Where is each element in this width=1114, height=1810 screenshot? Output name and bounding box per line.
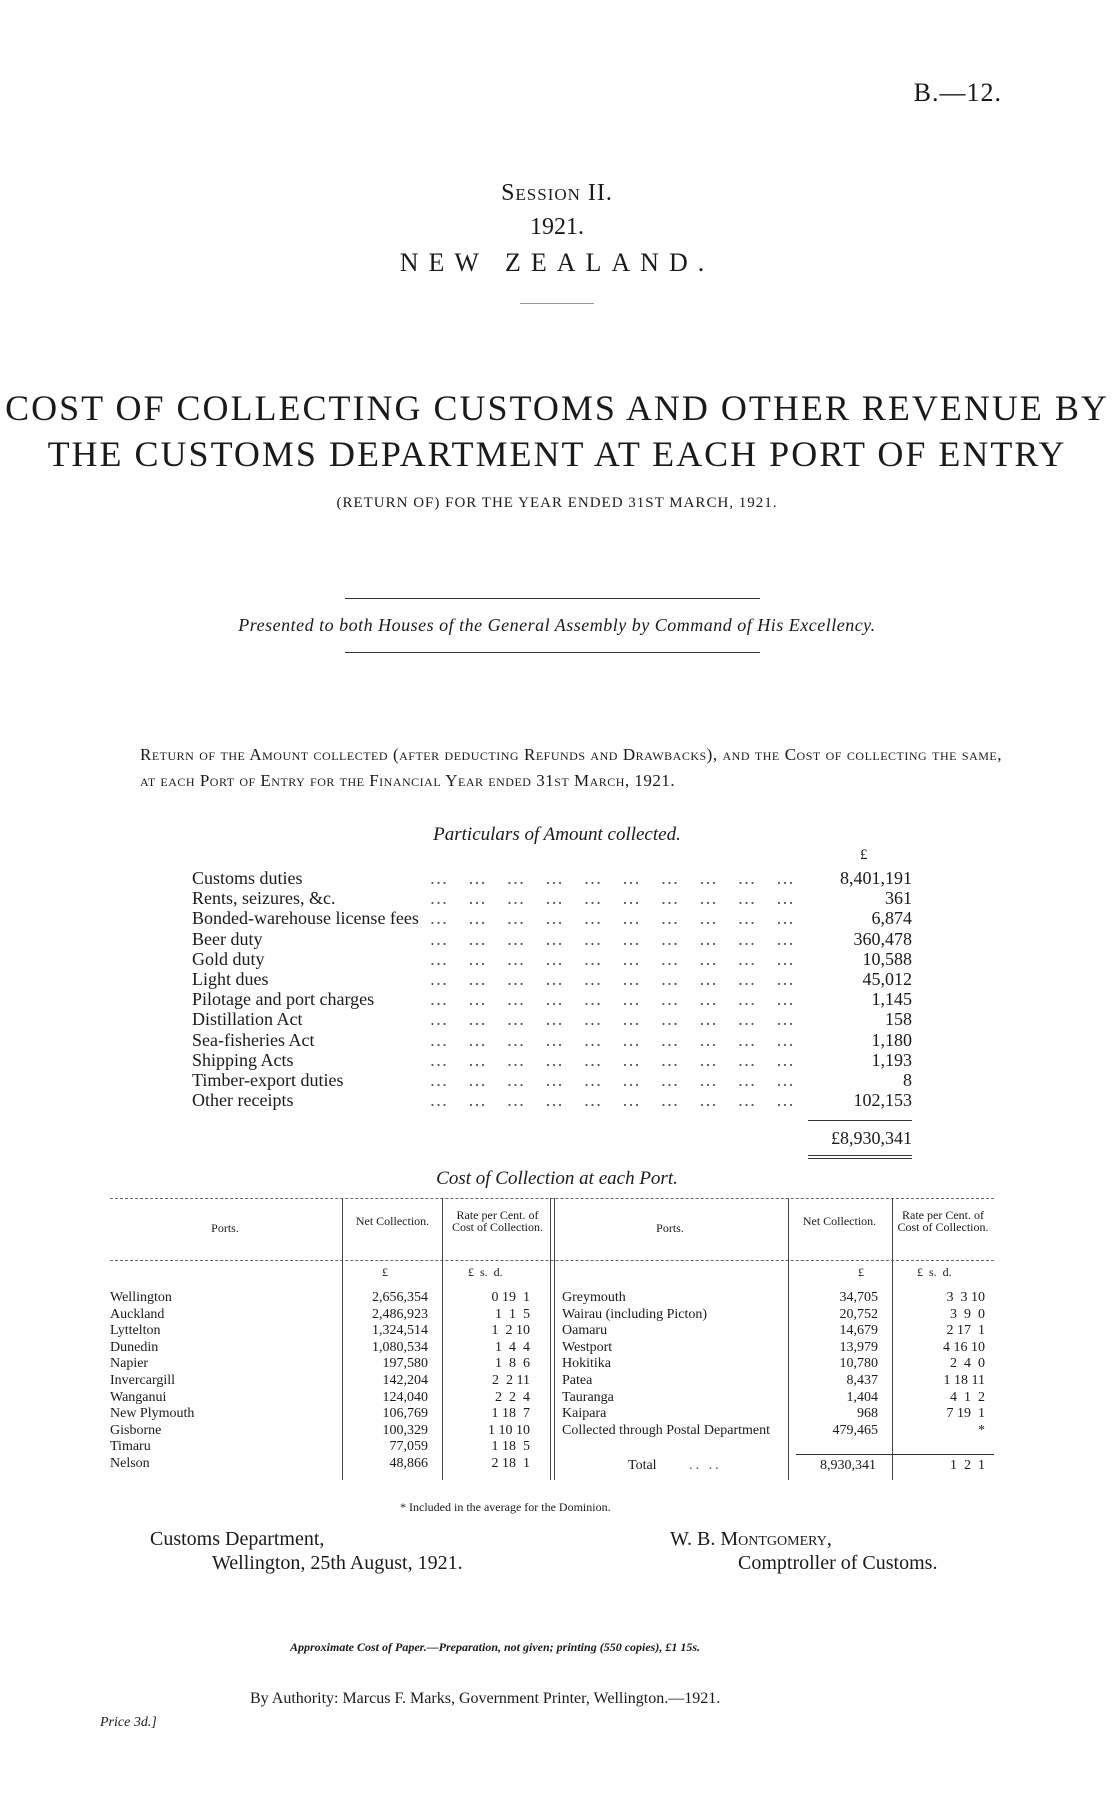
net-collection: 13,979 (839, 1339, 878, 1355)
net-collection: 1,404 (846, 1389, 878, 1405)
particulars-row (192, 969, 912, 989)
port-name: Auckland (110, 1306, 165, 1322)
rate-per-cent: * (978, 1422, 985, 1438)
port-name: Gisborne (110, 1422, 162, 1438)
department-name: Customs Department, (150, 1528, 325, 1550)
particulars-sum-rule (808, 1120, 912, 1121)
row-leader: … … … … … … … … … … (429, 969, 802, 989)
particulars-label: Light dues (192, 969, 273, 989)
port-name: Patea (562, 1373, 593, 1388)
particulars-row (192, 1030, 912, 1050)
port-name: Westport (562, 1339, 613, 1355)
return-heading: Return of the Amount collected (after deducting Refunds and Drawbacks), and the Cost of collecting the same, at each Port of Entry for the Financial Year ended 31st March, 1921. (140, 745, 1002, 790)
net-collection: 77,059 (389, 1439, 428, 1455)
rate-per-cent: 1 18 5 (491, 1439, 530, 1455)
document-reference: B.—12. (913, 78, 1002, 107)
particulars-row (192, 1090, 912, 1110)
total-label: Total (628, 1458, 657, 1473)
port-name: Greymouth (562, 1290, 626, 1305)
col-header-ports-right: Ports. (656, 1221, 684, 1235)
rate-per-cent: 1 18 7 (491, 1406, 530, 1422)
net-collection: 8,437 (846, 1373, 878, 1388)
port-name: Hokitika (562, 1356, 611, 1372)
row-leader: … … … … … … … … … … (429, 1009, 802, 1030)
total-underline-2 (808, 1158, 912, 1159)
title-line-2: THE CUSTOMS DEPARTMENT AT EACH PORT OF ENTRY (47, 434, 1067, 474)
particulars-row (192, 989, 912, 1009)
particulars-value: 6,874 (871, 908, 912, 929)
col-header-rate-left: Rate per Cent. of Cost of Collection. (452, 1208, 543, 1234)
col-header-rate-right: Rate per Cent. of Cost of Collection. (897, 1208, 989, 1234)
particulars-label: Gold duty (192, 949, 269, 969)
presented-rule-bottom (345, 652, 760, 653)
session-label: Session II. (501, 180, 613, 206)
header-divider (520, 303, 594, 304)
col-header-net-right: Net Collection. (802, 1214, 877, 1228)
rate-per-cent: 2 2 4 (495, 1389, 530, 1405)
net-collection: 2,486,923 (372, 1306, 428, 1322)
row-leader: … … … … … … … … … … (429, 1070, 802, 1090)
presented-note: Presented to both Houses of the General Assembly by Command of His Excellency. (238, 615, 876, 635)
particulars-row (192, 1070, 912, 1090)
total-rate: 1 2 1 (950, 1458, 985, 1473)
particulars-heading: Particulars of Amount collected. (433, 824, 681, 845)
particulars-value: 360,478 (853, 928, 912, 949)
unit-net-right: £ (858, 1265, 864, 1279)
col-header-net-left: Net Collection. (355, 1214, 430, 1228)
row-leader: … … … … … … … … … … (429, 948, 802, 969)
particulars-row (192, 908, 912, 928)
net-collection: 14,679 (839, 1323, 878, 1339)
document-title (0, 385, 1114, 477)
place-date: Wellington, 25th August, 1921. (212, 1552, 463, 1574)
particulars-row (192, 868, 912, 888)
unit-net-left: £ (382, 1265, 388, 1279)
particulars-value: 102,153 (853, 1090, 912, 1111)
table-footnote: * Included in the average for the Dominion. (400, 1500, 611, 1514)
particulars-label: Sea-fisheries Act (192, 1030, 318, 1050)
unit-rate-left: £ s. d. (468, 1265, 503, 1279)
col-divider-double (550, 1198, 555, 1480)
port-name: Wanganui (110, 1389, 167, 1405)
rate-per-cent: 1 1 5 (495, 1306, 530, 1322)
rate-per-cent: 1 2 10 (491, 1323, 530, 1339)
printer-imprint: By Authority: Marcus F. Marks, Government Printer, Wellington.—1921. (250, 1690, 721, 1707)
particulars-total: £8,930,341 (831, 1128, 912, 1148)
net-collection: 142,204 (382, 1373, 428, 1388)
rate-per-cent: 1 4 4 (495, 1339, 530, 1355)
port-name: Nelson (110, 1456, 150, 1471)
particulars-value: 1,180 (871, 1029, 912, 1050)
presented-rule-top (345, 598, 760, 599)
rate-per-cent: 2 4 0 (950, 1356, 985, 1372)
net-collection: 106,769 (382, 1406, 428, 1422)
port-name: Napier (110, 1356, 149, 1372)
row-leader: … … … … … … … … … … (429, 908, 802, 929)
row-leader: … … … … … … … … … … (429, 989, 802, 1010)
document-subtitle: (RETURN OF) FOR THE YEAR ENDED 31ST MARCH, 1921. (336, 495, 778, 511)
signatory-name: W. B. Montgomery, (670, 1528, 832, 1550)
port-name: Lyttelton (110, 1323, 161, 1339)
port-name: Wellington (110, 1290, 172, 1305)
particulars-value: 45,012 (862, 969, 912, 989)
particulars-label: Shipping Acts (192, 1050, 298, 1070)
particulars-label: Timber-export duties (192, 1070, 347, 1090)
unit-rate-right: £ s. d. (917, 1265, 952, 1279)
net-collection: 124,040 (382, 1389, 428, 1405)
rate-per-cent: 2 2 11 (492, 1373, 530, 1388)
particulars-value: 1,193 (871, 1049, 912, 1070)
port-name: Dunedin (110, 1339, 159, 1355)
particulars-label: Rents, seizures, &c. (192, 888, 339, 908)
particulars-label: Customs duties (192, 868, 307, 888)
particulars-row (192, 929, 912, 949)
total-underline-1 (808, 1155, 912, 1156)
rate-per-cent: 1 10 10 (488, 1422, 530, 1438)
year-label: 1921. (530, 214, 584, 240)
col-divider (442, 1198, 443, 1480)
rate-per-cent: 3 9 0 (950, 1306, 985, 1322)
row-leader: … … … … … … … … … … (429, 928, 802, 949)
total-rule (796, 1454, 994, 1455)
port-name: Collected through Postal Department (562, 1422, 771, 1438)
net-collection: 2,656,354 (372, 1290, 428, 1305)
rate-per-cent: 2 17 1 (946, 1323, 985, 1339)
total-net: 8,930,341 (820, 1458, 876, 1473)
particulars-row (192, 1009, 912, 1029)
net-collection: 10,780 (839, 1356, 878, 1372)
rate-per-cent: 2 18 1 (491, 1456, 530, 1471)
net-collection: 100,329 (382, 1422, 428, 1438)
cost-table-heading: Cost of Collection at each Port. (436, 1168, 678, 1189)
row-leader: … … … … … … … … … … (429, 1029, 802, 1050)
port-name: Tauranga (562, 1389, 614, 1405)
net-collection: 48,866 (389, 1456, 428, 1471)
rate-per-cent: 1 8 6 (495, 1356, 530, 1372)
rate-per-cent: 4 1 2 (950, 1389, 985, 1405)
particulars-label: Bonded-warehouse license fees (192, 908, 423, 928)
particulars-label: Pilotage and port charges (192, 989, 378, 1009)
net-collection: 479,465 (832, 1422, 878, 1438)
particulars-row (192, 949, 912, 969)
port-name: Wairau (including Picton) (562, 1306, 708, 1322)
particulars-row (192, 888, 912, 908)
particulars-label: Other receipts (192, 1090, 297, 1110)
net-collection: 1,324,514 (372, 1323, 428, 1339)
currency-symbol: £ (860, 847, 868, 863)
net-collection: 34,705 (839, 1290, 878, 1305)
net-collection: 1,080,534 (372, 1339, 428, 1355)
rate-per-cent: 4 16 10 (943, 1339, 985, 1355)
particulars-value: 1,145 (871, 989, 912, 1010)
particulars-row (192, 1050, 912, 1070)
price-label: Price 3d.] (100, 1715, 157, 1730)
rate-per-cent: 3 3 10 (946, 1290, 985, 1305)
total-leader: .. .. (656, 1458, 722, 1473)
particulars-value: 8 (903, 1070, 912, 1090)
particulars-label: Beer duty (192, 929, 266, 949)
rate-per-cent: 1 18 11 (943, 1373, 985, 1388)
country-label: NEW ZEALAND. (399, 248, 715, 277)
row-leader: … … … … … … … … … … (429, 1049, 802, 1070)
signatory-title: Comptroller of Customs. (738, 1552, 938, 1574)
net-collection: 20,752 (839, 1306, 878, 1322)
particulars-label: Distillation Act (192, 1009, 307, 1029)
port-name: Kaipara (562, 1406, 607, 1422)
total-row-label (628, 1458, 722, 1475)
port-name: Invercargill (110, 1373, 176, 1388)
title-line-1: COST OF COLLECTING CUSTOMS AND OTHER REVENUE BY (5, 388, 1109, 428)
particulars-value: 10,588 (862, 948, 912, 969)
row-leader: … … … … … … … … … … (429, 1090, 802, 1111)
particulars-value: 8,401,191 (840, 868, 912, 888)
particulars-value: 361 (885, 888, 912, 909)
particulars-value: 158 (885, 1009, 912, 1030)
cost-of-paper-note: Approximate Cost of Paper.—Preparation, not given; printing (550 copies), £1 15s. (290, 1640, 701, 1654)
rate-per-cent: 7 19 1 (946, 1406, 985, 1422)
row-leader: … … … … … … … … … … (429, 868, 802, 888)
net-collection: 968 (857, 1406, 878, 1422)
port-name: Oamaru (562, 1323, 608, 1339)
port-name: Timaru (110, 1439, 151, 1455)
col-header-ports-left: Ports. (211, 1221, 239, 1235)
rate-per-cent: 0 19 1 (491, 1290, 530, 1305)
port-name: New Plymouth (110, 1406, 195, 1422)
row-leader: … … … … … … … … … … (429, 888, 802, 909)
net-collection: 197,580 (382, 1356, 428, 1372)
col-divider (892, 1198, 893, 1480)
